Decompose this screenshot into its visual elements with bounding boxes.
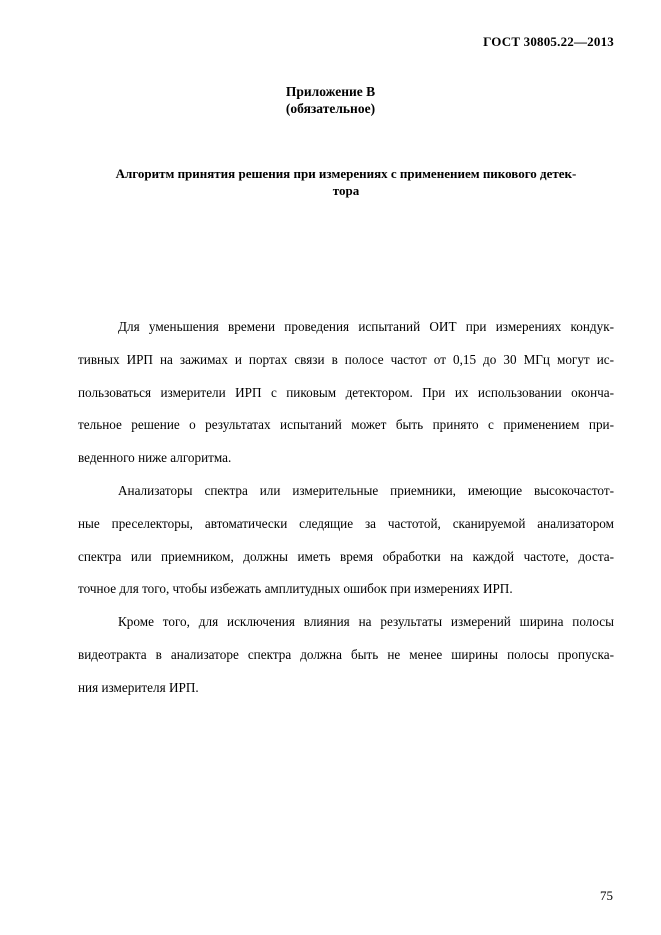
paragraph-line: ные преселекторы, автоматически следящие за частотой, сканируемой анализатором xyxy=(78,515,614,531)
section-title-line-1: Алгоритм принятия решения при измерениях с применением пикового детек- xyxy=(115,166,577,181)
paragraph-line: Для уменьшения времени проведения испытаний ОИТ при измерениях кондук- xyxy=(118,319,614,334)
paragraph-line: видеотракта в анализаторе спектра должна быть не менее ширины полосы пропуска- xyxy=(78,646,614,662)
appendix-title: Приложение В xyxy=(285,84,376,99)
section-title-line-2: тора xyxy=(332,183,360,198)
appendix-heading xyxy=(0,83,661,117)
paragraph-line: веденного ниже алгоритма. xyxy=(78,450,232,466)
page-number: 75 xyxy=(600,888,613,903)
paragraph-line: Анализаторы спектра или измерительные приемники, имеющие высокочастот- xyxy=(118,482,614,498)
paragraph-line: тельное решение о результатах испытаний может быть принято с применением при- xyxy=(78,417,614,433)
appendix-subtitle: (обязательное) xyxy=(285,101,376,116)
paragraph-line: пользоваться измерители ИРП с пиковым детектором. При их использовании оконча- xyxy=(78,384,614,400)
section-title xyxy=(78,165,614,199)
paragraph-line: тивных ИРП на зажимах и портах связи в полосе частот от 0,15 до 30 МГц могут ис- xyxy=(78,351,614,367)
paragraph-line: точное для того, чтобы избежать амплитудных ошибок при измерениях ИРП. xyxy=(78,581,513,597)
paragraph-line: спектра или приемником, должны иметь время обработки на каждой частоте, доста- xyxy=(78,548,614,564)
paragraph-line: Кроме того, для исключения влияния на результаты измерений ширина полосы xyxy=(118,614,614,630)
document-standard-id: ГОСТ 30805.22—2013 xyxy=(483,34,614,49)
body-text xyxy=(78,311,614,705)
paragraph-line: ния измерителя ИРП. xyxy=(78,679,199,695)
